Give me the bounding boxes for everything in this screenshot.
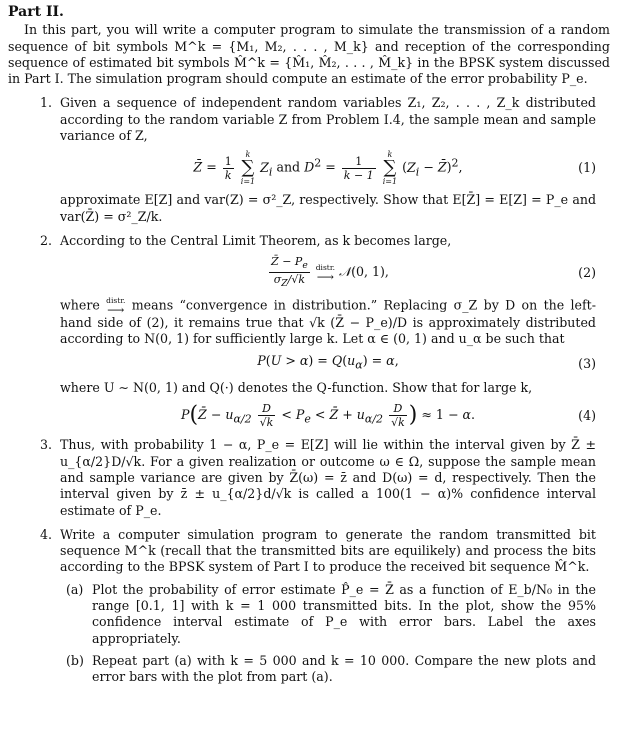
sub-item-b-text: Repeat part (a) with k = 5 000 and k = 10 000. Compare the new plots and error bars with the plot from part (a).	[92, 652, 596, 685]
item-1-text-after: approximate E[Z] and var(Z) = σ²_Z, respectively. Show that E[Z̄] = E[Z] = P_e and var(Z̄) = σ²_Z/k.	[60, 192, 596, 224]
list-item-4	[8, 527, 610, 686]
equation-2	[60, 255, 596, 290]
equation-1	[60, 150, 596, 186]
sub-item-number: (b)	[66, 652, 84, 668]
list-item-1	[8, 95, 610, 224]
part-heading: Part II.	[8, 4, 64, 20]
equation-4-label: (4)	[578, 407, 596, 423]
item-2-text: According to the Central Limit Theorem, as k becomes large,	[60, 232, 452, 248]
list-item-3	[8, 437, 610, 518]
equation-1-body: Z̄ = $\frac{1}{k}$ k ∑ i=1 $Z_i$ and $D^2$ = $\frac{1}{k - 1}$ k ∑ i=1 ($Z_i$ − Z̄)$^2$,	[193, 150, 463, 187]
item-4-text: Write a computer simulation program to generate the random transmitted bit sequence M^k (recall that the transmitted bits are equilikely) and process the bits according to the BPSK system of Part I to produce the received bit sequence M̂^k.	[60, 526, 596, 575]
item-2-text-mid: where distr. ⟶ means “convergence in distribution.” Replacing σ_Z by D on the left-hand side of (2), it remains true that √k (Z̄ − P_e)/D is approximately distributed according to N(0, 1) for sufficiently large k. Let α ∈ (0, 1) and u_α be such that	[60, 295, 596, 346]
item-3-text: Thus, with probability 1 − α, P_e = E[Z] will lie within the interval given by Z̄ ± u_{α/2}D/√k. For a given realization or outcome ω ∈ Ω, suppose the sample mean and sample variance are given by Z̄(ω) = z̄ and D(ω) = d, respectively. Then the interval given by z̄ ± u_{α/2}d/√k is called a 100(1 − α)% confidence interval estimate of P_e.	[60, 437, 596, 518]
sub-item-b	[60, 653, 596, 686]
equation-2-label: (2)	[578, 264, 596, 280]
equation-3-label: (3)	[578, 355, 596, 371]
item-1-text: Given a sequence of independent random variables Z₁, Z₂, . . . , Z_k distributed according to the random variable Z from Problem I.4, the sample mean and sample variance of Z,	[60, 95, 596, 144]
item-number: 3.	[40, 437, 53, 453]
equation-3-body: $P(U > \alpha) = Q(u_\alpha) = \alpha$,	[257, 353, 399, 372]
equation-3	[60, 353, 596, 374]
intro-paragraph: In this part, you will write a computer program to simulate the transmission of a random sequence of bit symbols M^k = {M₁, M₂, . . . , M_k} and reception of the corresponding sequence of estimated bit symbols M̂^k = {M̂₁, M̂₂, . . . , M̂_k} in the BPSK system discussed in Part I. The simulation program should compute an estimate of the error probability P_e.	[8, 22, 610, 87]
item-2-text-after: where U ∼ N(0, 1) and Q(·) denotes the Q-function. Show that for large k,	[60, 380, 533, 396]
item-number: 2.	[40, 232, 53, 248]
item-number: 4.	[40, 526, 53, 542]
item-number: 1.	[40, 95, 53, 111]
equation-2-body: $\frac{Z̄ - P_e}{\sigma_Z/√k}$ distr. ⟶ 𝒩(0, 1),	[271, 255, 389, 290]
sub-item-a-text: Plot the probability of error estimate P̂_e = Z̄ as a function of E_b/N₀ in the range [0.1, 1] with k = 1 000 transmitted bits. In the plot, show the 95% confidence interval estimate of P_e with error bars. Label the axes appropriately.	[92, 581, 596, 646]
equation-1-label: (1)	[578, 160, 596, 176]
list-item-2	[8, 233, 610, 429]
equation-4	[60, 402, 596, 429]
equation-4-body: P(Z̄ − $u_{\alpha/2}$ $\frac{D}{√k}$ < $P_e$ < Z̄ + $u_{\alpha/2}$ $\frac{D}{√k}$ ) ≈ 1 − α.	[180, 402, 476, 430]
sub-item-a	[60, 582, 596, 647]
sub-item-number: (a)	[66, 581, 84, 597]
